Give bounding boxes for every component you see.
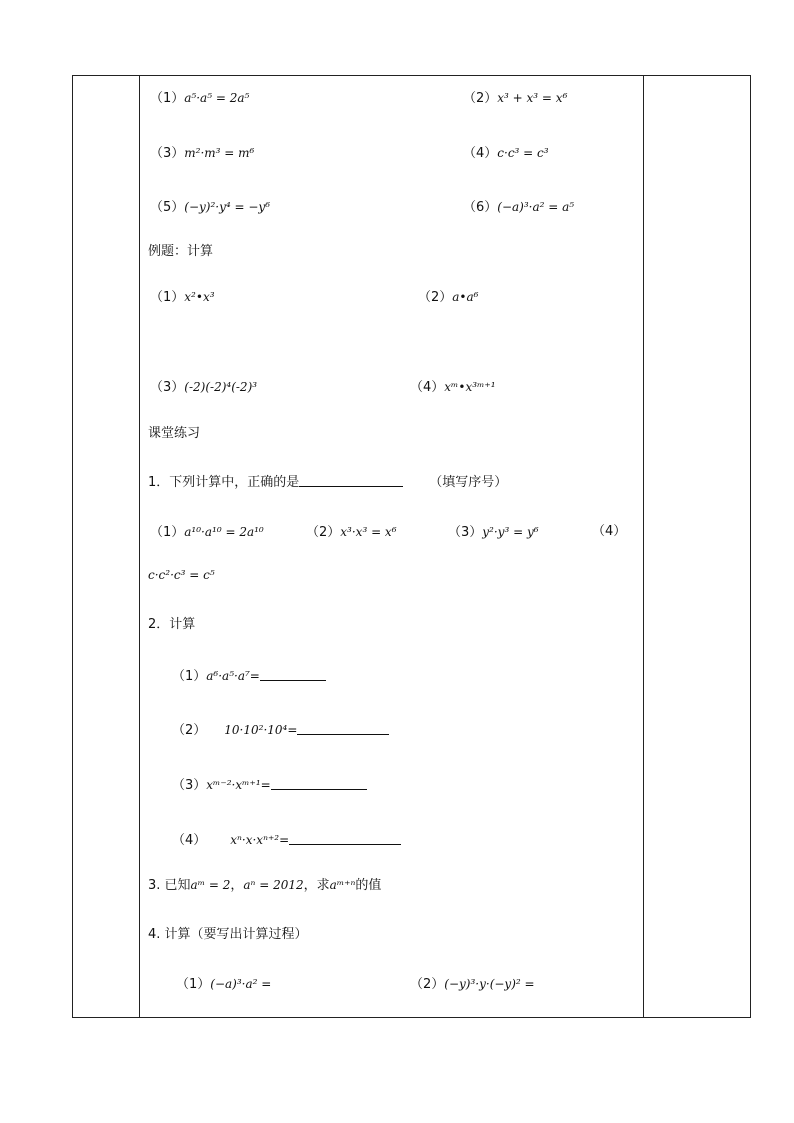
- column-divider-right: [643, 75, 644, 1018]
- example-item-4: （4）xᵐ•x³ᵐ⁺¹: [410, 380, 496, 395]
- question-1-option-3: （3）y²·y³ = y⁶: [448, 525, 539, 540]
- question-1-option-4-expr: c·c²·c³ = c⁵: [148, 568, 215, 582]
- question-1: 1．下列计算中，正确的是 （填写序号）: [148, 475, 508, 490]
- exercise-1-expr: a⁵·a⁵ = 2a⁵: [184, 91, 250, 105]
- question-4-item-2: （2）(−y)³·y·(−y)² =: [410, 977, 535, 992]
- question-2-item-3: （3）xᵐ⁻²·xᵐ⁺¹=: [172, 776, 367, 795]
- answer-blank[interactable]: [289, 832, 401, 845]
- question-3: 3. 已知aᵐ = 2，aⁿ = 2012，求aᵐ⁺ⁿ的值: [148, 878, 382, 893]
- column-divider-left: [139, 75, 140, 1018]
- exercise-2: （2）x³ + x³ = x⁶: [463, 91, 568, 106]
- answer-blank[interactable]: [260, 668, 326, 681]
- question-2-item-2: （2） 10·10²·10⁴=: [172, 721, 389, 740]
- practice-heading: 课堂练习: [148, 426, 201, 441]
- question-2-item-4: （4） xⁿ·x·xⁿ⁺²=: [172, 831, 401, 850]
- example-item-3: （3）(-2)(-2)⁴(-2)³: [150, 380, 258, 395]
- exercise-1: （1）a⁵·a⁵ = 2a⁵: [150, 91, 250, 106]
- example-item-2: （2）a•a⁶: [418, 290, 479, 305]
- exercise-5: （5）(−y)²·y⁴ = −y⁶: [150, 200, 271, 215]
- question-2: 2．计算: [148, 617, 196, 632]
- exercise-3: （3）m²·m³ = m⁶: [150, 146, 255, 161]
- exercise-2-expr: x³ + x³ = x⁶: [497, 91, 568, 105]
- answer-blank[interactable]: [271, 777, 367, 790]
- example-heading: 例题：计算: [148, 244, 214, 259]
- exercise-4: （4）c·c³ = c³: [463, 146, 549, 161]
- exercise-6: （6）(−a)³·a² = a⁵: [463, 200, 575, 215]
- question-1-option-2: （2）x³·x³ = x⁶: [306, 525, 397, 540]
- answer-blank[interactable]: [299, 474, 403, 487]
- answer-blank[interactable]: [297, 722, 389, 735]
- question-1-option-4-label: （4）: [592, 524, 627, 539]
- question-2-item-1: （1）a⁶·a⁵·a⁷=: [172, 667, 326, 686]
- question-4: 4. 计算（要写出计算过程）: [148, 927, 308, 942]
- question-4-item-1: （1）(−a)³·a² =: [176, 977, 272, 992]
- example-item-1: （1）x²•x³: [150, 290, 215, 305]
- question-1-option-1: （1）a¹⁰·a¹⁰ = 2a¹⁰: [150, 525, 264, 540]
